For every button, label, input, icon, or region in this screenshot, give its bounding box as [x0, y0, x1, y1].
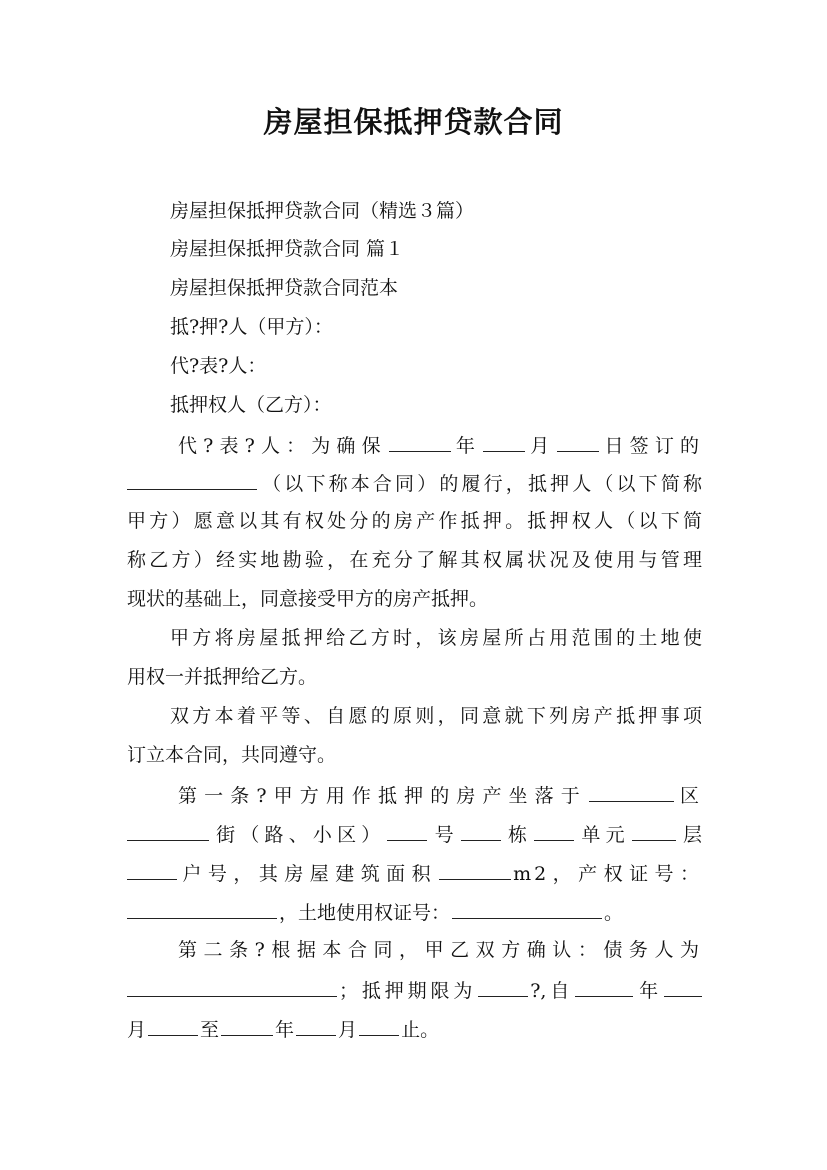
blank-area — [439, 859, 511, 880]
para1-month-label: 月 — [527, 435, 556, 457]
number-label: 号 — [429, 824, 459, 846]
floor-label: 层 — [677, 824, 702, 846]
article1-line4 — [127, 898, 702, 926]
start-year-label: 年 — [635, 980, 662, 1002]
area-label: 户号，其房屋建筑面积 — [179, 863, 438, 885]
blank-contract-name — [127, 469, 257, 490]
blank-day — [557, 431, 599, 452]
mortgagor-line: 抵?押?人（甲方）： — [170, 316, 333, 338]
blank-street — [127, 820, 209, 841]
blank-floor — [632, 820, 676, 841]
to-label: 至 — [200, 1019, 220, 1041]
subtitle-line: 房屋担保抵押贷款合同（精选３篇） — [170, 200, 475, 222]
unit-label: 单元 — [576, 824, 630, 846]
para2-line1: 甲方将房屋抵押给乙方时，该房屋所占用范围的土地使 — [170, 627, 702, 649]
blank-unit — [534, 820, 574, 841]
para1-line2-text: （以下称本合同）的履行，抵押人（以下简称 — [259, 473, 702, 495]
blank-debtor — [127, 976, 337, 997]
article1-text: 第一条?甲方用作抵押的房产坐落于 — [178, 785, 587, 807]
blank-room — [127, 859, 177, 880]
from-label: ?,自 — [530, 980, 574, 1002]
blank-end-day — [359, 1015, 399, 1036]
blank-property-cert — [127, 898, 277, 919]
para1-suffix: 日签订的 — [601, 435, 702, 457]
cert-label: m2，产权证号： — [513, 863, 702, 885]
article1-line2 — [127, 820, 702, 848]
para1-line2 — [127, 469, 702, 497]
article1-district-label: 区 — [675, 785, 702, 807]
para3-line1: 双方本着平等、自愿的原则，同意就下列房产抵押事项 — [170, 705, 702, 727]
term-label: ；抵押期限为 — [339, 980, 477, 1002]
blank-term — [478, 976, 528, 997]
blank-start-day — [148, 1015, 198, 1036]
blank-building — [461, 820, 501, 841]
blank-end-month — [296, 1015, 336, 1036]
para1-line1 — [178, 431, 702, 459]
section-heading: 房屋担保抵押贷款合同 篇１ — [170, 238, 405, 260]
end-label: 止。 — [401, 1019, 440, 1041]
blank-start-year — [575, 976, 633, 997]
end-month-label: 月 — [338, 1019, 358, 1041]
blank-district — [589, 781, 674, 802]
blank-number — [387, 820, 427, 841]
blank-start-month — [664, 976, 702, 997]
para1-year-label: 年 — [452, 435, 482, 457]
article2-line2 — [127, 976, 702, 1004]
para1-line4: 称乙方）经实地勘验，在充分了解其权属状况及使用与管理 — [127, 549, 702, 571]
representative-line: 代?表?人： — [170, 355, 267, 377]
para1-line5: 现状的基础上，同意接受甲方的房产抵押。 — [127, 588, 489, 610]
end-year-label: 年 — [275, 1019, 295, 1041]
mortgagee-line: 抵押权人（乙方）： — [170, 394, 332, 416]
blank-end-year — [221, 1015, 273, 1036]
land-cert-label: ，土地使用权证号： — [279, 902, 451, 924]
blank-month — [483, 431, 525, 452]
para1-line3: 甲方）愿意以其有权处分的房产作抵押。抵押权人（以下简 — [127, 510, 702, 532]
period-mark: 。 — [604, 902, 624, 924]
document-title: 房屋担保抵押贷款合同 — [263, 105, 564, 139]
para1-text: 代?表?人：为确保 — [178, 435, 387, 457]
article2-line3 — [127, 1015, 702, 1043]
building-label: 栋 — [502, 824, 533, 846]
para3-line2: 订立本合同，共同遵守。 — [127, 744, 337, 766]
start-month-label: 月 — [127, 1019, 147, 1041]
para2-line2: 用权一并抵押给乙方。 — [127, 666, 318, 688]
street-label: 街（路、小区） — [211, 824, 386, 846]
article1-line1 — [178, 781, 702, 809]
article1-line3 — [127, 859, 702, 887]
blank-land-cert — [452, 898, 602, 919]
template-heading: 房屋担保抵押贷款合同范本 — [170, 277, 399, 299]
blank-year — [389, 431, 451, 452]
article2-line1: 第二条?根据本合同，甲乙双方确认：债务人为 — [178, 939, 702, 961]
